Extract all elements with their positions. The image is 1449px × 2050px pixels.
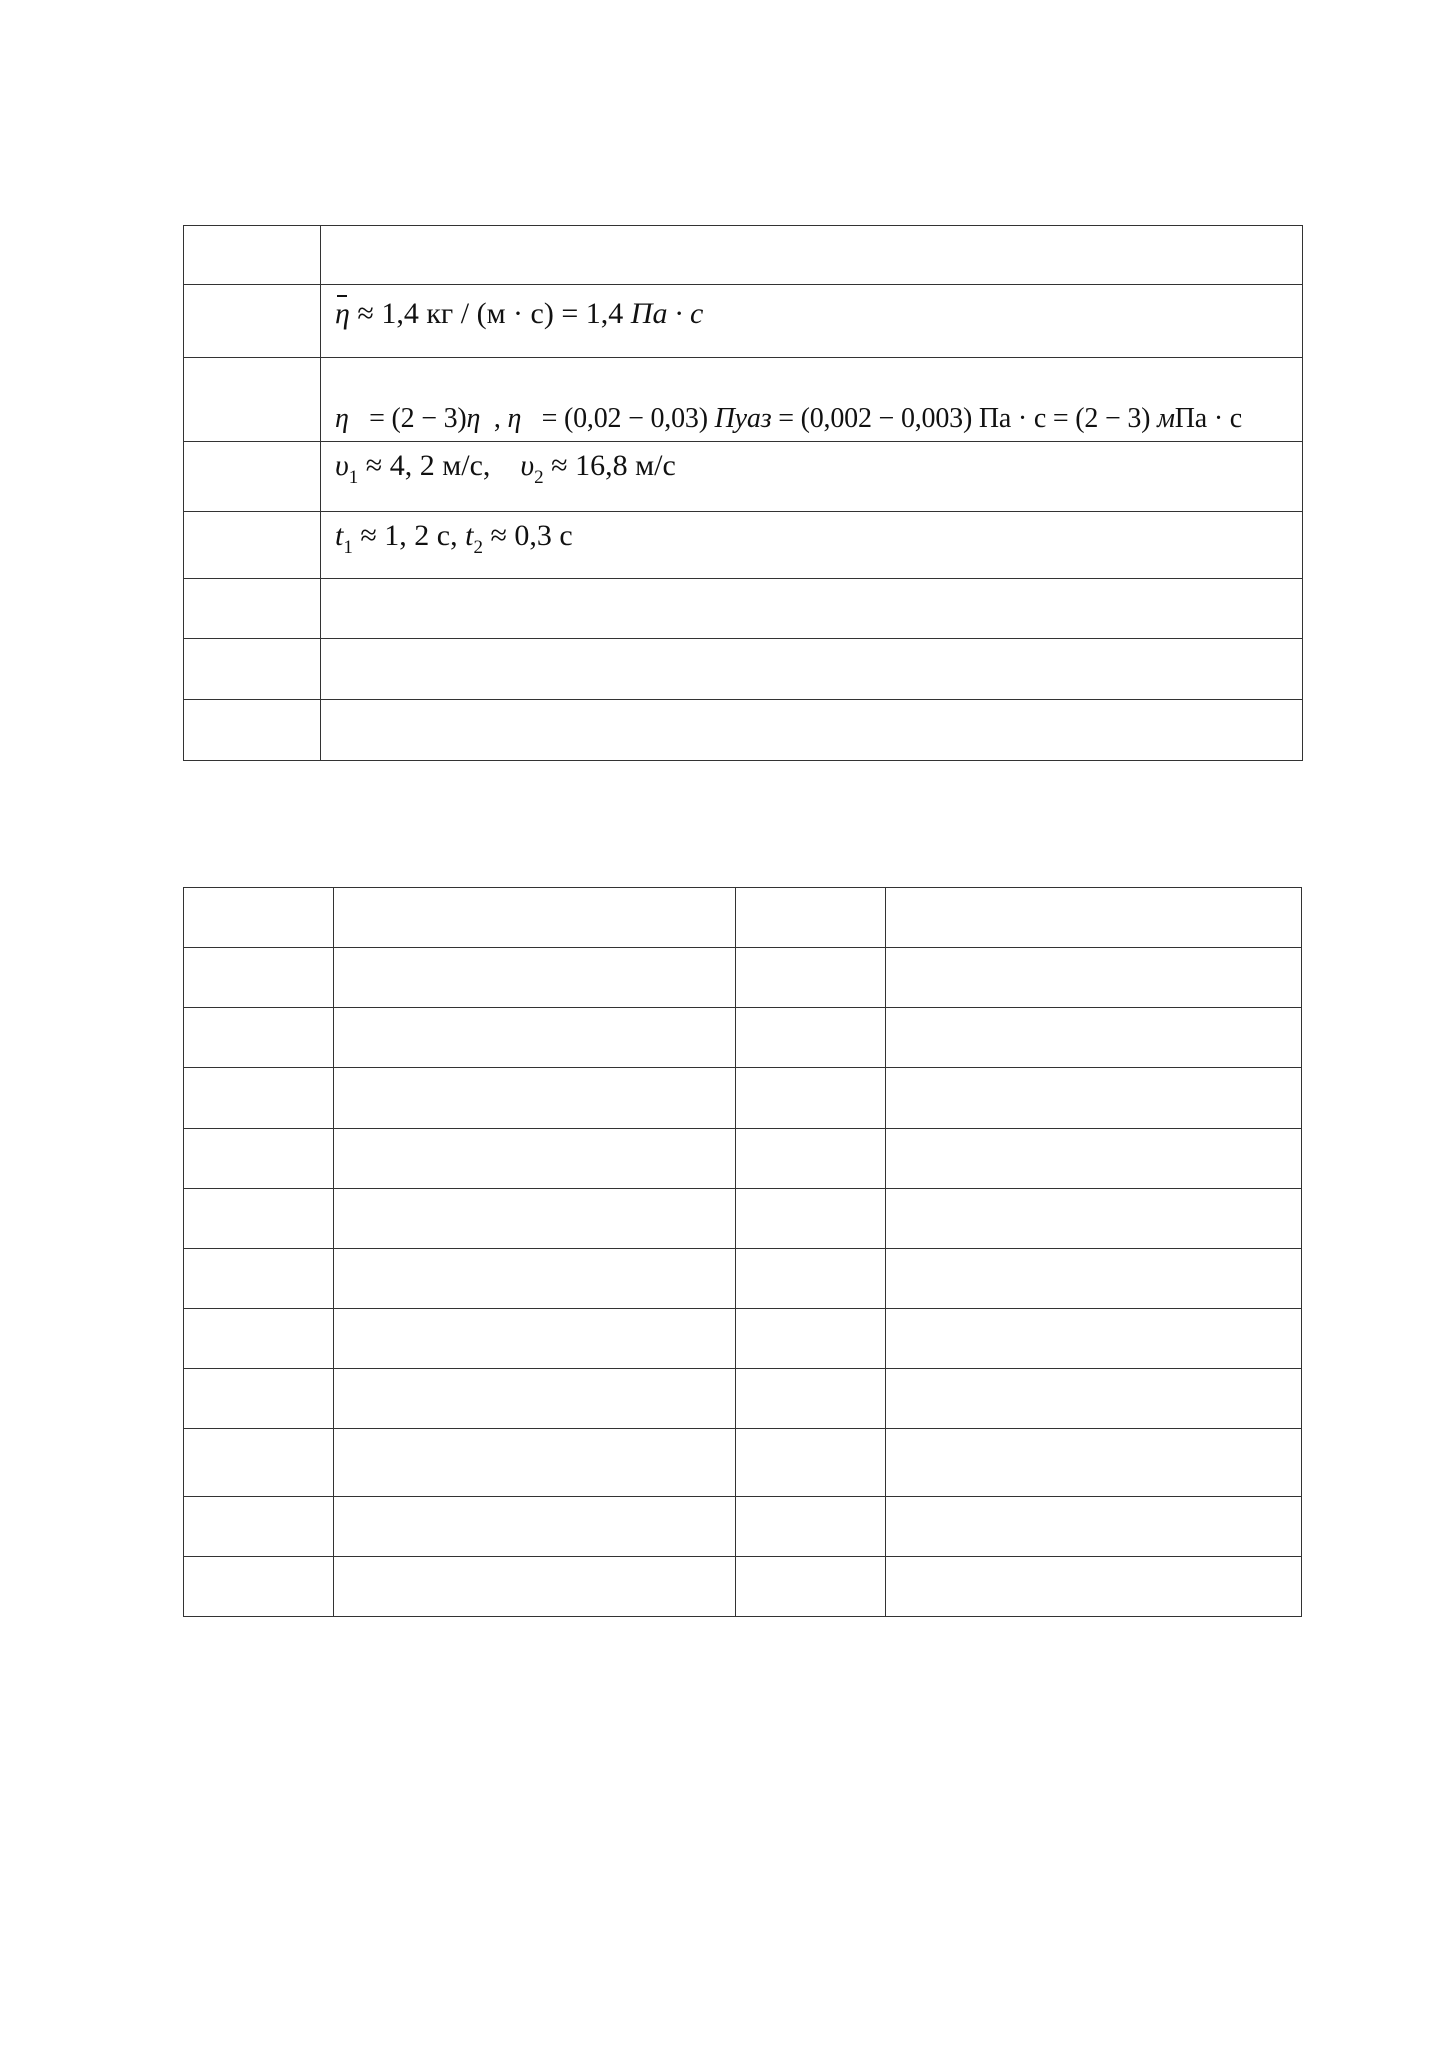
eta-symbol: η <box>507 403 522 434</box>
value-cell <box>321 226 1303 285</box>
grid-cell <box>736 1557 886 1617</box>
viscosity-range-cell <box>321 358 1303 442</box>
table-row <box>184 1189 1302 1249</box>
value: ≈ 4, 2 м/с, <box>365 449 491 482</box>
grid-cell <box>184 1309 334 1369</box>
table-row <box>184 1129 1302 1189</box>
grid-cell <box>334 1189 736 1249</box>
grid-cell <box>184 1497 334 1557</box>
grid-cell <box>886 948 1302 1008</box>
grid-cell <box>184 1369 334 1429</box>
times-cell <box>321 512 1303 579</box>
table-row <box>184 1068 1302 1129</box>
grid-cell <box>334 1008 736 1068</box>
table-row <box>184 1557 1302 1617</box>
grid-cell <box>334 1129 736 1189</box>
grid-cell <box>334 1369 736 1429</box>
row-label-cell <box>184 285 321 358</box>
units-poise: Пуаз <box>714 403 772 434</box>
grid-cell <box>736 1497 886 1557</box>
value: ≈ 0,3 с <box>490 519 573 552</box>
table-row <box>184 285 1303 358</box>
row-label-cell <box>184 358 321 442</box>
grid-cell <box>736 1309 886 1369</box>
grid-cell <box>736 1429 886 1497</box>
grid-cell <box>886 1008 1302 1068</box>
times-formula <box>321 512 1302 557</box>
answers-table <box>183 225 1303 761</box>
grid-cell <box>334 888 736 948</box>
value-cell <box>321 700 1303 761</box>
grid-cell <box>184 888 334 948</box>
grid-cell <box>736 1068 886 1129</box>
approx-sign: ≈ <box>357 297 374 330</box>
grid-cell <box>736 1008 886 1068</box>
row-label-cell <box>184 512 321 579</box>
grid-cell <box>886 888 1302 948</box>
table-row <box>184 442 1303 512</box>
grid-cell <box>736 948 886 1008</box>
viscosity-mean-formula <box>321 285 1302 331</box>
value: ≈ 16,8 м/с <box>551 449 676 482</box>
eta-mean-symbol: η <box>335 297 350 330</box>
grid-cell <box>736 1129 886 1189</box>
eta-symbol: η <box>466 403 481 434</box>
grid-cell <box>886 1129 1302 1189</box>
value: 1,4 <box>585 297 624 330</box>
blank-grid-table <box>183 887 1302 1617</box>
speeds-formula <box>321 442 1302 487</box>
value-cell <box>321 579 1303 639</box>
units: Па · с <box>630 297 704 330</box>
grid-cell <box>886 1309 1302 1369</box>
table-row <box>184 358 1303 442</box>
expression: = (0,002 − 0,003) Па · с = (2 − 3) <box>778 403 1151 434</box>
grid-cell <box>184 1068 334 1129</box>
grid-cell <box>886 1369 1302 1429</box>
grid-cell <box>334 1497 736 1557</box>
subscript: 1 <box>343 537 353 558</box>
grid-cell <box>184 948 334 1008</box>
table-row <box>184 639 1303 700</box>
table-row <box>184 700 1303 761</box>
grid-cell <box>184 1249 334 1309</box>
row-label-cell <box>184 579 321 639</box>
grid-cell <box>334 1429 736 1497</box>
table-row <box>184 1369 1302 1429</box>
grid-cell <box>736 1369 886 1429</box>
table-row <box>184 1429 1302 1497</box>
separator: , <box>493 403 501 434</box>
value-cell <box>321 639 1303 700</box>
units: кг / (м · с) <box>426 297 554 330</box>
row-label-cell <box>184 639 321 700</box>
velocity-symbol: υ <box>335 449 349 482</box>
grid-cell <box>334 1557 736 1617</box>
speeds-cell <box>321 442 1303 512</box>
table-row <box>184 1249 1302 1309</box>
grid-cell <box>334 1249 736 1309</box>
eta-symbol: η <box>335 403 349 434</box>
table-row <box>184 888 1302 948</box>
expression: = (2 − 3) <box>369 403 467 434</box>
grid-cell <box>334 948 736 1008</box>
grid-cell <box>736 1189 886 1249</box>
table-row <box>184 1309 1302 1369</box>
grid-cell <box>184 1189 334 1249</box>
viscosity-range-formula <box>321 358 1302 436</box>
table-row <box>184 579 1303 639</box>
grid-cell <box>184 1557 334 1617</box>
grid-cell <box>886 1068 1302 1129</box>
row-label-cell <box>184 226 321 285</box>
equals-sign: = <box>561 297 579 330</box>
expression: = (0,02 − 0,03) <box>541 403 708 434</box>
subscript: 2 <box>534 467 544 488</box>
grid-cell <box>334 1309 736 1369</box>
time-symbol: t <box>335 519 344 552</box>
grid-cell <box>184 1429 334 1497</box>
units-milli: м <box>1157 403 1175 434</box>
table-row <box>184 1497 1302 1557</box>
row-label-cell <box>184 442 321 512</box>
subscript: 1 <box>348 467 359 488</box>
grid-cell <box>886 1429 1302 1497</box>
row-label-cell <box>184 700 321 761</box>
grid-cell <box>886 1557 1302 1617</box>
units: Па · с <box>1174 403 1242 434</box>
table-row <box>184 948 1302 1008</box>
value: ≈ 1, 2 с, <box>360 519 458 552</box>
grid-cell <box>886 1497 1302 1557</box>
grid-cell <box>886 1249 1302 1309</box>
grid-cell <box>334 1068 736 1129</box>
grid-cell <box>184 1008 334 1068</box>
grid-cell <box>736 888 886 948</box>
viscosity-mean-cell <box>321 285 1303 358</box>
grid-cell <box>184 1129 334 1189</box>
grid-cell <box>886 1189 1302 1249</box>
grid-cell <box>736 1249 886 1309</box>
subscript: 2 <box>473 537 483 558</box>
table-row <box>184 1008 1302 1068</box>
table-row <box>184 512 1303 579</box>
time-symbol: t <box>465 519 474 552</box>
velocity-symbol: υ <box>520 449 535 482</box>
table-row <box>184 226 1303 285</box>
value: 1,4 <box>381 297 419 330</box>
